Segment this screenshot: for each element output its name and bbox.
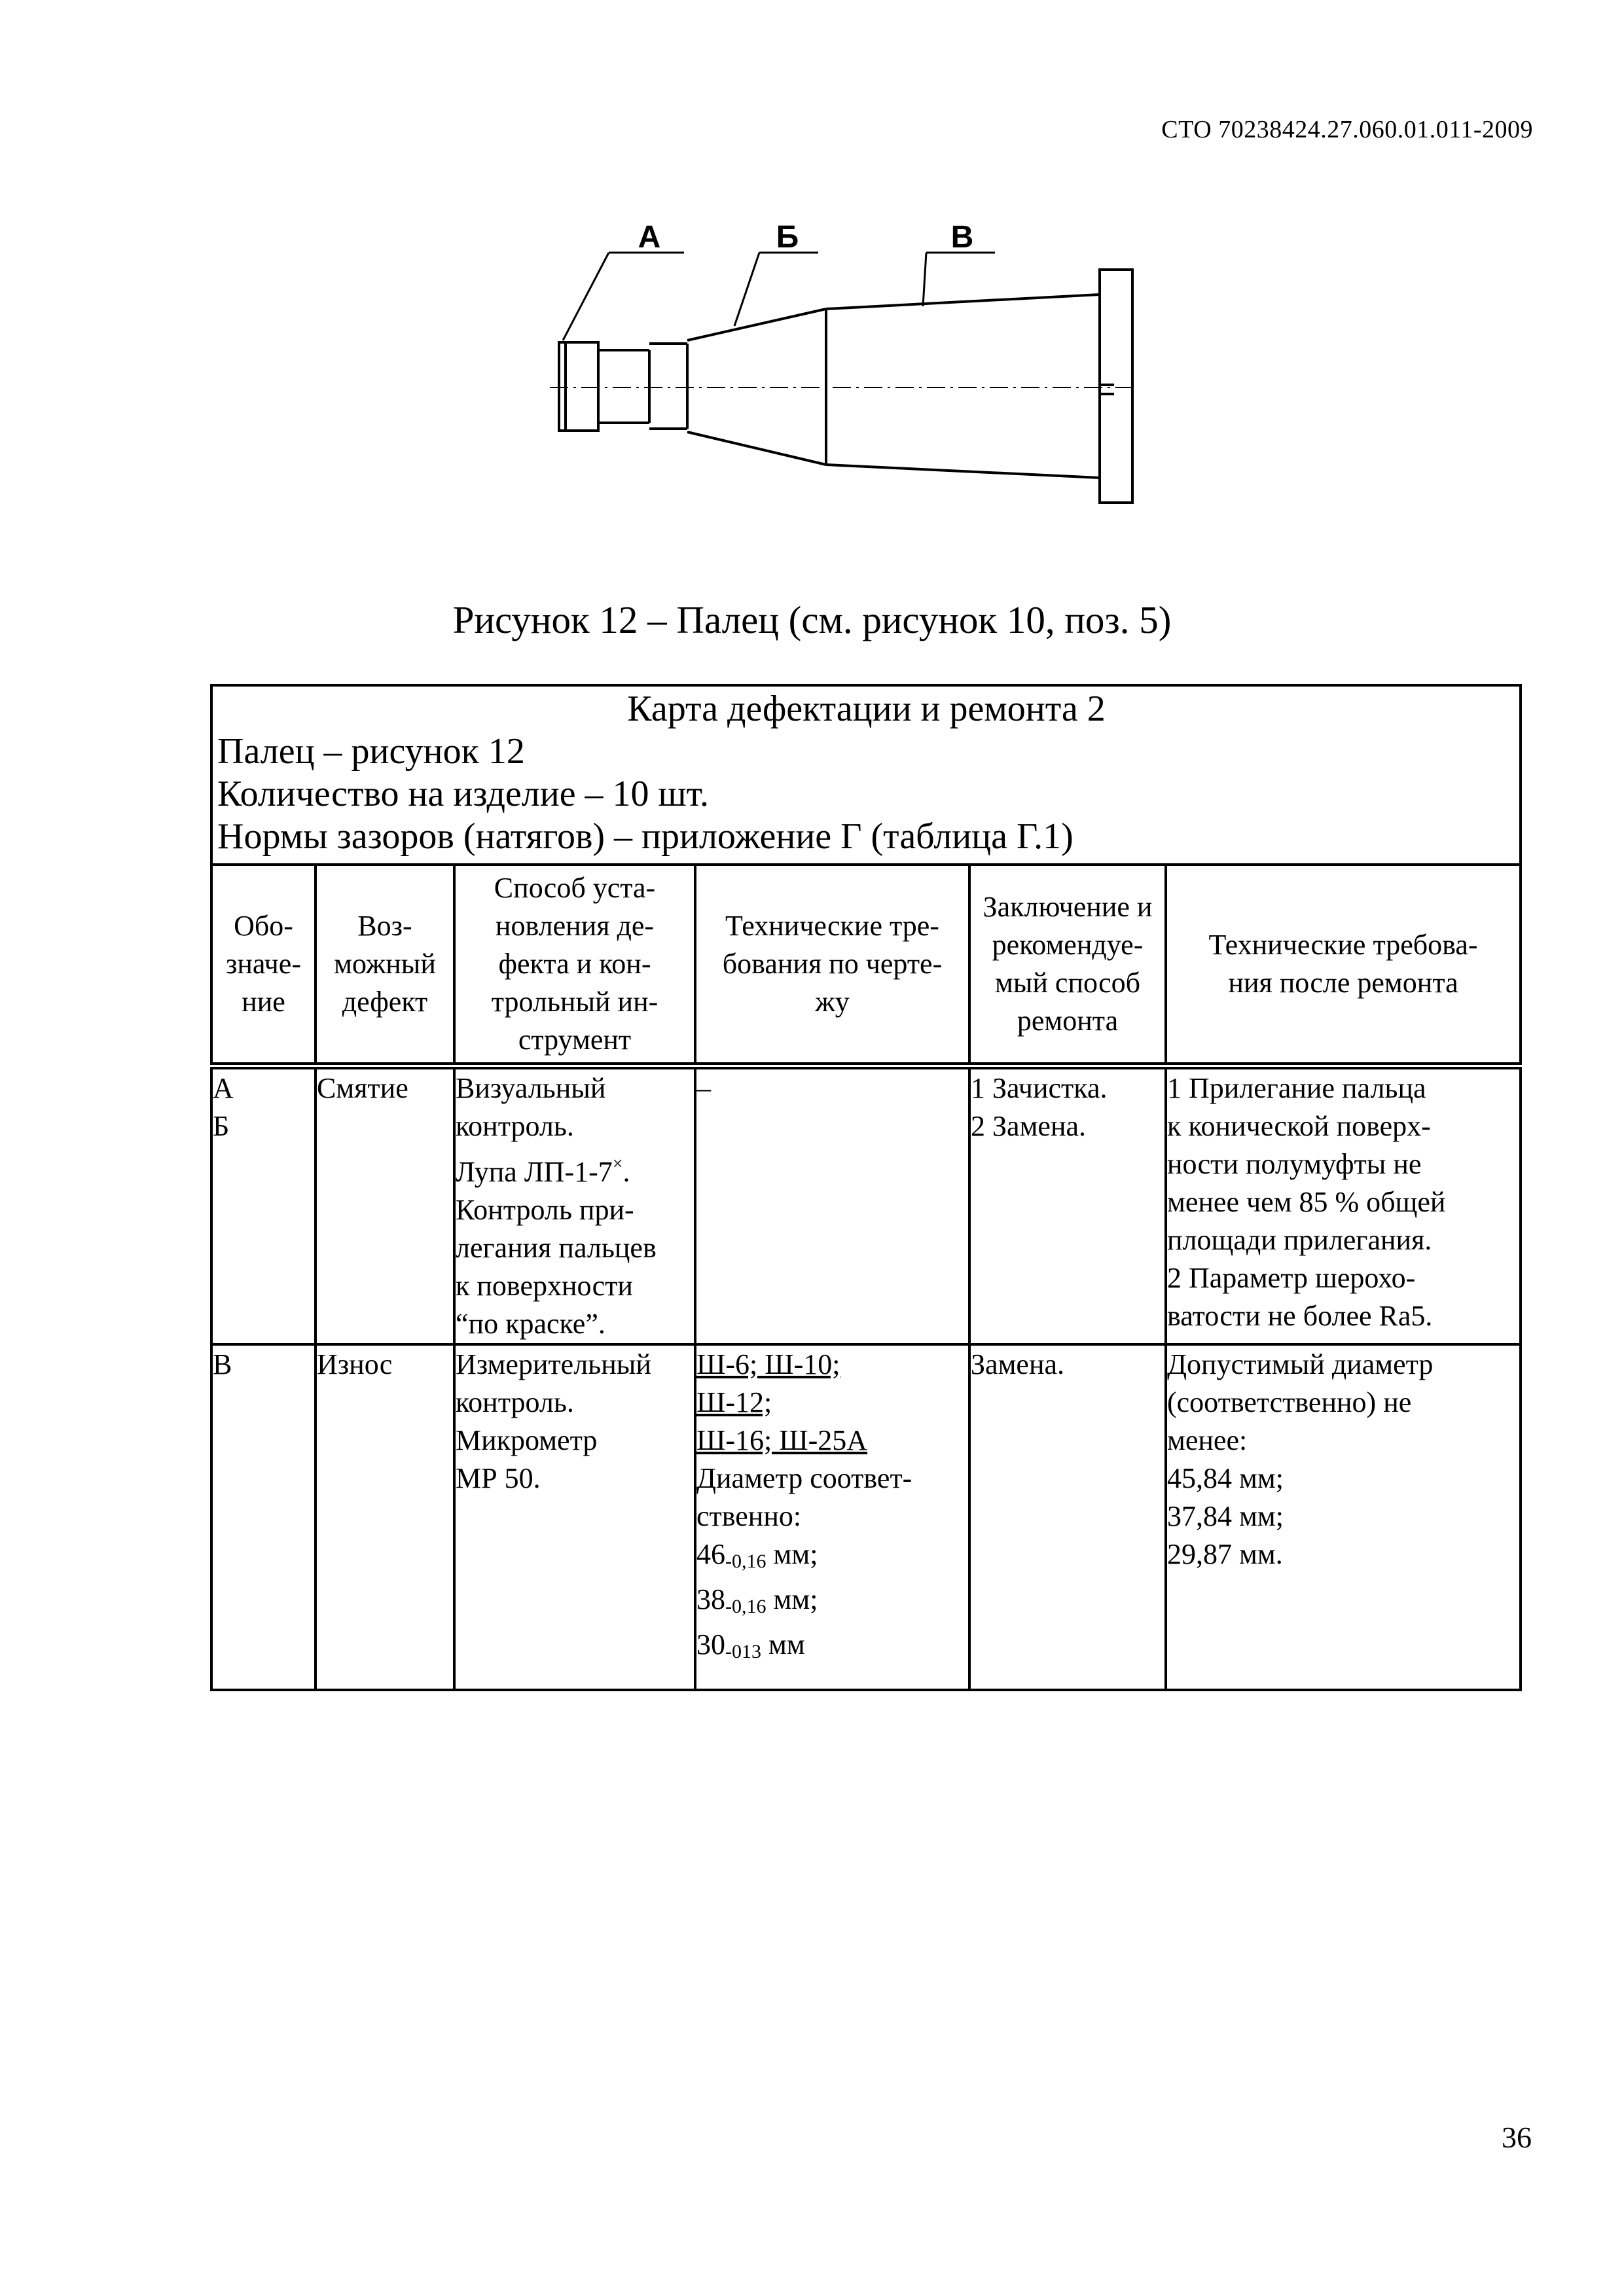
row1-after-repair: 1 Прилегание пальца к конической поверх- ности полумуфты не менее чем 85 % общей площади прилегания. 2 Параметр шерохо- ватости не более Ra5. (1166, 1066, 1521, 1345)
cone-surface (687, 309, 826, 340)
row2-method: Измерительный контроль. Микрометр МР 50. (454, 1344, 695, 1690)
card-quantity: Количество на изделие – 10 шт. (217, 774, 709, 814)
row2-after-repair: Допустимый диаметр (соответственно) не менее: 45,84 мм; 37,84 мм; 29,87 мм. (1166, 1344, 1521, 1690)
header-conclusion: Заключение и рекомендуе- мый способ ремонта (969, 865, 1166, 1066)
label-b: Б (776, 220, 799, 255)
page-number: 36 (1502, 2121, 1532, 2154)
document-code: СТО 70238424.27.060.01.011-2009 (1161, 116, 1533, 143)
row1-conclusion: 1 Зачистка. 2 Замена. (969, 1066, 1166, 1345)
row1-designation: А Б (211, 1066, 316, 1345)
card-norms: Нормы зазоров (натягов) – приложение Г (таблица Г.1) (217, 816, 1074, 857)
row1-defect: Смятие (316, 1066, 454, 1345)
header-defect: Воз- можный дефект (316, 865, 454, 1066)
label-v: В (950, 220, 974, 255)
row2-requirements: Ш-6; Ш-10; Ш-12; Ш-16; Ш-25А Диаметр соответ- ственно: $46_{-0,16}$ мм; $38_{-0,16}$ мм; $30_{-013}$ мм (695, 1344, 969, 1690)
card-header (211, 685, 1521, 865)
header-designation: Обо- значе- ние (211, 865, 316, 1066)
header-method: Способ уста- новления де- фекта и кон- трольный ин- струмент (454, 865, 695, 1066)
table-row (211, 1066, 1521, 1345)
figure-caption: Рисунок 12 – Палец (см. рисунок 10, поз. 5) (452, 598, 1172, 641)
card-part: Палец – рисунок 12 (217, 731, 525, 772)
row2-defect: Износ (316, 1344, 454, 1690)
header-after-repair: Технические требова- ния после ремонта (1166, 865, 1521, 1066)
column-header-row (211, 865, 1521, 1066)
label-a: А (638, 220, 661, 255)
card-title: Карта дефектации и ремонта 2 (627, 689, 1106, 729)
row1-method: Визуальный контроль. Лупа ЛП-1-7×. Контроль при- легания пальцев к поверхности “по краске”. (454, 1066, 695, 1345)
row2-designation: В (211, 1344, 316, 1690)
pin-drawing (537, 216, 1139, 514)
defect-card-table (210, 684, 1522, 1691)
header-drawing-requirements: Технические тре- бования по черте- жу (695, 865, 969, 1066)
table-row (211, 1344, 1521, 1690)
row1-requirements: – (695, 1066, 969, 1345)
cylinder-surface (826, 295, 1100, 309)
row2-conclusion: Замена. (969, 1344, 1166, 1690)
